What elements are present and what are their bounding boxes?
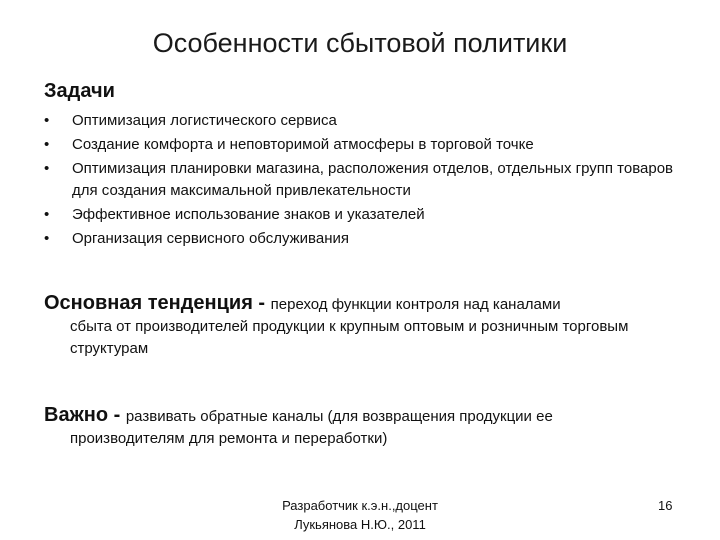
- bullet-icon: •: [44, 136, 50, 153]
- bullet-icon: •: [44, 160, 50, 177]
- bullet-icon: •: [44, 206, 50, 223]
- list-item: [44, 204, 684, 226]
- important-paragraph: [44, 404, 684, 450]
- bullet-icon: •: [44, 112, 50, 129]
- trend-text-rest: сбыта от производителей продукции к крупным оптовым и розничным торговым структурам: [70, 318, 629, 357]
- page-number: 16: [658, 498, 673, 513]
- list-item: [44, 110, 684, 132]
- footer-author-line2: Лукьянова Н.Ю., 2011: [294, 517, 426, 532]
- task-text: Оптимизация планировки магазина, расположения отделов, отдельных групп товаров для создания максимальной привлекательности: [72, 160, 674, 199]
- slide-title: Особенности сбытовой политики: [152, 28, 568, 58]
- important-text-rest: производителям для ремонта и переработки): [70, 430, 388, 447]
- list-item: [44, 134, 684, 156]
- footer-author-line1: Разработчик к.э.н.,доцент: [282, 498, 438, 513]
- task-text: Оптимизация логистического сервиса: [72, 112, 337, 129]
- trend-paragraph: [44, 292, 684, 360]
- task-text: Создание комфорта и неповторимой атмосферы в торговой точке: [72, 136, 534, 153]
- list-item: [44, 228, 684, 250]
- bullet-icon: •: [44, 230, 50, 247]
- footer-author: [260, 496, 460, 534]
- task-text: Организация сервисного обслуживания: [72, 230, 349, 247]
- important-text-first: развивать обратные каналы (для возвращения продукции ее: [125, 408, 553, 425]
- task-text: Эффективное использование знаков и указателей: [72, 206, 425, 223]
- important-lead: Важно -: [44, 404, 126, 426]
- trend-lead: Основная тенденция -: [44, 292, 271, 314]
- trend-text-first: переход функции контроля над каналами: [270, 296, 561, 313]
- task-list: [44, 110, 684, 252]
- list-item: [44, 158, 684, 202]
- tasks-heading: Задачи: [44, 80, 115, 102]
